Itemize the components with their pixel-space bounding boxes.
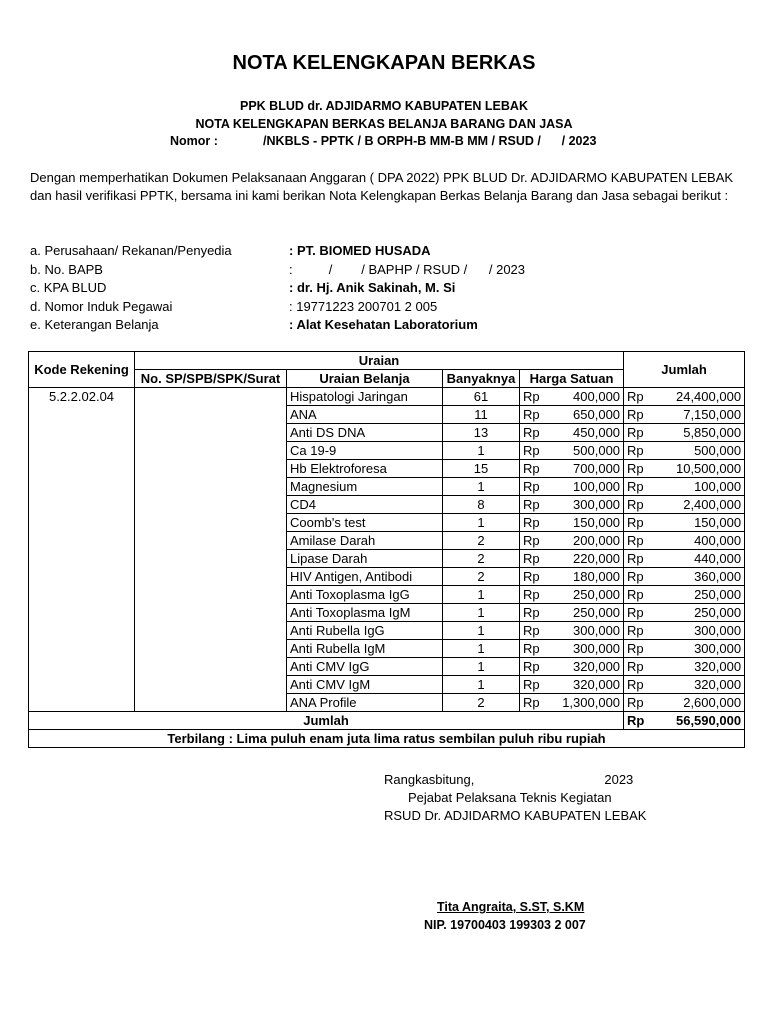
- item-total: 24,400,000: [652, 388, 745, 406]
- no-sp-cell: [135, 586, 287, 604]
- total-label: Jumlah: [29, 712, 624, 730]
- item-price: 100,000: [548, 478, 624, 496]
- item-qty: 11: [443, 406, 520, 424]
- item-total: 10,500,000: [652, 460, 745, 478]
- item-name: Anti CMV IgM: [287, 676, 443, 694]
- item-name: ANA Profile: [287, 694, 443, 712]
- no-sp-cell: [135, 640, 287, 658]
- price-currency: Rp: [520, 586, 548, 604]
- kode-rekening-empty: [29, 406, 135, 424]
- total-currency: Rp: [624, 676, 652, 694]
- item-price: 300,000: [548, 496, 624, 514]
- kode-rekening-empty: [29, 622, 135, 640]
- no-sp-cell: [135, 406, 287, 424]
- table-row: [29, 658, 745, 676]
- kode-rekening-cell: 5.2.2.02.04: [29, 388, 135, 406]
- no-sp-cell: [135, 424, 287, 442]
- item-total: 7,150,000: [652, 406, 745, 424]
- signature-name: Tita Angraita, S.ST, S.KM: [437, 900, 585, 914]
- header-kode-rekening: Kode Rekening: [29, 352, 135, 388]
- no-sp-cell: [135, 496, 287, 514]
- total-row: [29, 712, 745, 730]
- item-qty: 2: [443, 550, 520, 568]
- header-no-sp: No. SP/SPB/SPK/Surat: [135, 370, 287, 388]
- header-banyaknya: Banyaknya: [443, 370, 520, 388]
- total-value: 56,590,000: [652, 712, 745, 730]
- table-row: [29, 442, 745, 460]
- item-qty: 61: [443, 388, 520, 406]
- no-sp-cell: [135, 568, 287, 586]
- item-name: Coomb's test: [287, 514, 443, 532]
- price-currency: Rp: [520, 478, 548, 496]
- info-label: a. Perusahaan/ Rekanan/Penyedia: [30, 243, 232, 258]
- price-currency: Rp: [520, 694, 548, 712]
- kode-rekening-empty: [29, 604, 135, 622]
- item-qty: 1: [443, 658, 520, 676]
- kode-rekening-empty: [29, 658, 135, 676]
- kode-rekening-empty: [29, 496, 135, 514]
- table-row: [29, 406, 745, 424]
- item-total: 500,000: [652, 442, 745, 460]
- no-sp-cell: [135, 604, 287, 622]
- items-table-body: [29, 388, 745, 748]
- items-table: [28, 351, 745, 748]
- table-row: [29, 478, 745, 496]
- table-row: [29, 604, 745, 622]
- item-name: Hb Elektroforesa: [287, 460, 443, 478]
- item-qty: 1: [443, 604, 520, 622]
- total-currency: Rp: [624, 658, 652, 676]
- price-currency: Rp: [520, 388, 548, 406]
- total-currency: Rp: [624, 622, 652, 640]
- table-row: [29, 424, 745, 442]
- no-sp-cell: [135, 550, 287, 568]
- item-qty: 1: [443, 442, 520, 460]
- price-currency: Rp: [520, 532, 548, 550]
- total-currency: Rp: [624, 712, 652, 730]
- price-currency: Rp: [520, 424, 548, 442]
- item-price: 250,000: [548, 604, 624, 622]
- item-price: 300,000: [548, 640, 624, 658]
- table-row: [29, 622, 745, 640]
- signature-organization: RSUD Dr. ADJIDARMO KABUPATEN LEBAK: [384, 808, 647, 823]
- item-name: Lipase Darah: [287, 550, 443, 568]
- kode-rekening-empty: [29, 586, 135, 604]
- item-price: 200,000: [548, 532, 624, 550]
- item-price: 220,000: [548, 550, 624, 568]
- item-total: 250,000: [652, 586, 745, 604]
- table-row: [29, 388, 745, 406]
- terbilang-text: Terbilang : Lima puluh enam juta lima ratus sembilan puluh ribu rupiah: [29, 730, 745, 748]
- item-price: 500,000: [548, 442, 624, 460]
- price-currency: Rp: [520, 550, 548, 568]
- total-currency: Rp: [624, 532, 652, 550]
- item-total: 440,000: [652, 550, 745, 568]
- kode-rekening-empty: [29, 550, 135, 568]
- table-row: [29, 532, 745, 550]
- info-label: e. Keterangan Belanja: [30, 317, 159, 332]
- no-sp-cell: [135, 460, 287, 478]
- intro-paragraph: Dengan memperhatikan Dokumen Pelaksanaan Anggaran ( DPA 2022) PPK BLUD Dr. ADJIDARMO KABUPATEN LEBAK dan hasil verifikasi PPTK, bersama ini kami berikan Nota Kelengkapan Berkas Belanja Barang dan Jasa sebagai berikut :: [30, 170, 734, 203]
- total-currency: Rp: [624, 694, 652, 712]
- signature-nip: NIP. 19700403 199303 2 007: [424, 918, 586, 932]
- kode-rekening-empty: [29, 442, 135, 460]
- total-currency: Rp: [624, 640, 652, 658]
- item-name: ANA: [287, 406, 443, 424]
- item-total: 400,000: [652, 532, 745, 550]
- price-currency: Rp: [520, 514, 548, 532]
- item-price: 150,000: [548, 514, 624, 532]
- info-label: b. No. BAPB: [30, 261, 103, 277]
- info-value: : dr. Hj. Anik Sakinah, M. Si: [289, 280, 456, 295]
- no-sp-cell: [135, 658, 287, 676]
- item-total: 320,000: [652, 658, 745, 676]
- total-currency: Rp: [624, 406, 652, 424]
- table-row: [29, 676, 745, 694]
- total-currency: Rp: [624, 442, 652, 460]
- item-price: 650,000: [548, 406, 624, 424]
- kode-rekening-empty: [29, 694, 135, 712]
- item-name: Ca 19-9: [287, 442, 443, 460]
- table-row: [29, 514, 745, 532]
- price-currency: Rp: [520, 622, 548, 640]
- table-row: [29, 550, 745, 568]
- header-uraian-belanja: Uraian Belanja: [287, 370, 443, 388]
- item-total: 300,000: [652, 640, 745, 658]
- total-currency: Rp: [624, 568, 652, 586]
- item-price: 250,000: [548, 586, 624, 604]
- terbilang-row: [29, 730, 745, 748]
- table-row: [29, 640, 745, 658]
- item-name: Anti Toxoplasma IgM: [287, 604, 443, 622]
- price-currency: Rp: [520, 496, 548, 514]
- no-sp-cell: [135, 676, 287, 694]
- header-jumlah: Jumlah: [624, 352, 745, 388]
- item-qty: 1: [443, 514, 520, 532]
- info-label: c. KPA BLUD: [30, 280, 107, 295]
- total-currency: Rp: [624, 514, 652, 532]
- no-sp-cell: [135, 694, 287, 712]
- kode-rekening-empty: [29, 532, 135, 550]
- item-total: 150,000: [652, 514, 745, 532]
- price-currency: Rp: [520, 640, 548, 658]
- item-qty: 2: [443, 568, 520, 586]
- no-sp-cell: [135, 514, 287, 532]
- item-price: 400,000: [548, 388, 624, 406]
- item-total: 100,000: [652, 478, 745, 496]
- kode-rekening-empty: [29, 514, 135, 532]
- item-total: 2,600,000: [652, 694, 745, 712]
- info-value: : 19771223 200701 2 005: [289, 298, 438, 314]
- price-currency: Rp: [520, 568, 548, 586]
- info-value: : PT. BIOMED HUSADA: [289, 243, 431, 258]
- item-total: 360,000: [652, 568, 745, 586]
- kode-rekening-empty: [29, 676, 135, 694]
- no-sp-cell: [135, 532, 287, 550]
- kode-rekening-empty: [29, 640, 135, 658]
- price-currency: Rp: [520, 604, 548, 622]
- table-row: [29, 586, 745, 604]
- kode-rekening-empty: [29, 478, 135, 496]
- kode-rekening-empty: [29, 424, 135, 442]
- info-value: : Alat Kesehatan Laboratorium: [289, 317, 478, 332]
- item-name: Anti Toxoplasma IgG: [287, 586, 443, 604]
- total-currency: Rp: [624, 424, 652, 442]
- item-price: 700,000: [548, 460, 624, 478]
- price-currency: Rp: [520, 658, 548, 676]
- item-price: 320,000: [548, 676, 624, 694]
- total-currency: Rp: [624, 496, 652, 514]
- total-currency: Rp: [624, 550, 652, 568]
- item-name: Anti Rubella IgM: [287, 640, 443, 658]
- item-price: 300,000: [548, 622, 624, 640]
- header-line-2: NOTA KELENGKAPAN BERKAS BELANJA BARANG DAN JASA: [195, 117, 573, 131]
- kode-rekening-empty: [29, 568, 135, 586]
- no-sp-cell: [135, 622, 287, 640]
- item-price: 180,000: [548, 568, 624, 586]
- price-currency: Rp: [520, 460, 548, 478]
- item-name: Amilase Darah: [287, 532, 443, 550]
- header-harga-satuan: Harga Satuan: [520, 370, 624, 388]
- item-total: 320,000: [652, 676, 745, 694]
- item-total: 300,000: [652, 622, 745, 640]
- item-total: 5,850,000: [652, 424, 745, 442]
- total-currency: Rp: [624, 478, 652, 496]
- price-currency: Rp: [520, 406, 548, 424]
- item-qty: 1: [443, 478, 520, 496]
- item-price: 450,000: [548, 424, 624, 442]
- price-currency: Rp: [520, 676, 548, 694]
- item-qty: 13: [443, 424, 520, 442]
- kode-rekening-empty: [29, 460, 135, 478]
- table-row: [29, 568, 745, 586]
- item-qty: 2: [443, 694, 520, 712]
- document-title: NOTA KELENGKAPAN BERKAS: [232, 52, 536, 74]
- item-qty: 15: [443, 460, 520, 478]
- signature-place-date: Rangkasbitung, 2023: [384, 772, 634, 787]
- item-qty: 2: [443, 532, 520, 550]
- item-name: Anti CMV IgG: [287, 658, 443, 676]
- item-name: Magnesium: [287, 478, 443, 496]
- item-total: 250,000: [652, 604, 745, 622]
- item-name: Hispatologi Jaringan: [287, 388, 443, 406]
- document-number: Nomor : /NKBLS - PPTK / B ORPH-B MM-B MM / RSUD / / 2023: [170, 134, 597, 148]
- table-row: [29, 694, 745, 712]
- total-currency: Rp: [624, 586, 652, 604]
- item-price: 320,000: [548, 658, 624, 676]
- info-value: : / / BAPHP / RSUD / / 2023: [289, 261, 526, 277]
- total-currency: Rp: [624, 460, 652, 478]
- item-name: Anti DS DNA: [287, 424, 443, 442]
- table-row: [29, 460, 745, 478]
- header-line-1: PPK BLUD dr. ADJIDARMO KABUPATEN LEBAK: [240, 99, 528, 113]
- item-qty: 1: [443, 676, 520, 694]
- info-label: d. Nomor Induk Pegawai: [30, 298, 173, 314]
- item-qty: 1: [443, 586, 520, 604]
- no-sp-cell: [135, 442, 287, 460]
- price-currency: Rp: [520, 442, 548, 460]
- item-total: 2,400,000: [652, 496, 745, 514]
- total-currency: Rp: [624, 388, 652, 406]
- item-name: HIV Antigen, Antibodi: [287, 568, 443, 586]
- item-qty: 1: [443, 640, 520, 658]
- item-name: CD4: [287, 496, 443, 514]
- table-row: [29, 496, 745, 514]
- no-sp-cell: [135, 478, 287, 496]
- total-currency: Rp: [624, 604, 652, 622]
- item-qty: 8: [443, 496, 520, 514]
- item-qty: 1: [443, 622, 520, 640]
- no-sp-cell: [135, 388, 287, 406]
- item-name: Anti Rubella IgG: [287, 622, 443, 640]
- header-uraian: Uraian: [135, 352, 624, 370]
- signature-position: Pejabat Pelaksana Teknis Kegiatan: [408, 790, 612, 805]
- item-price: 1,300,000: [548, 694, 624, 712]
